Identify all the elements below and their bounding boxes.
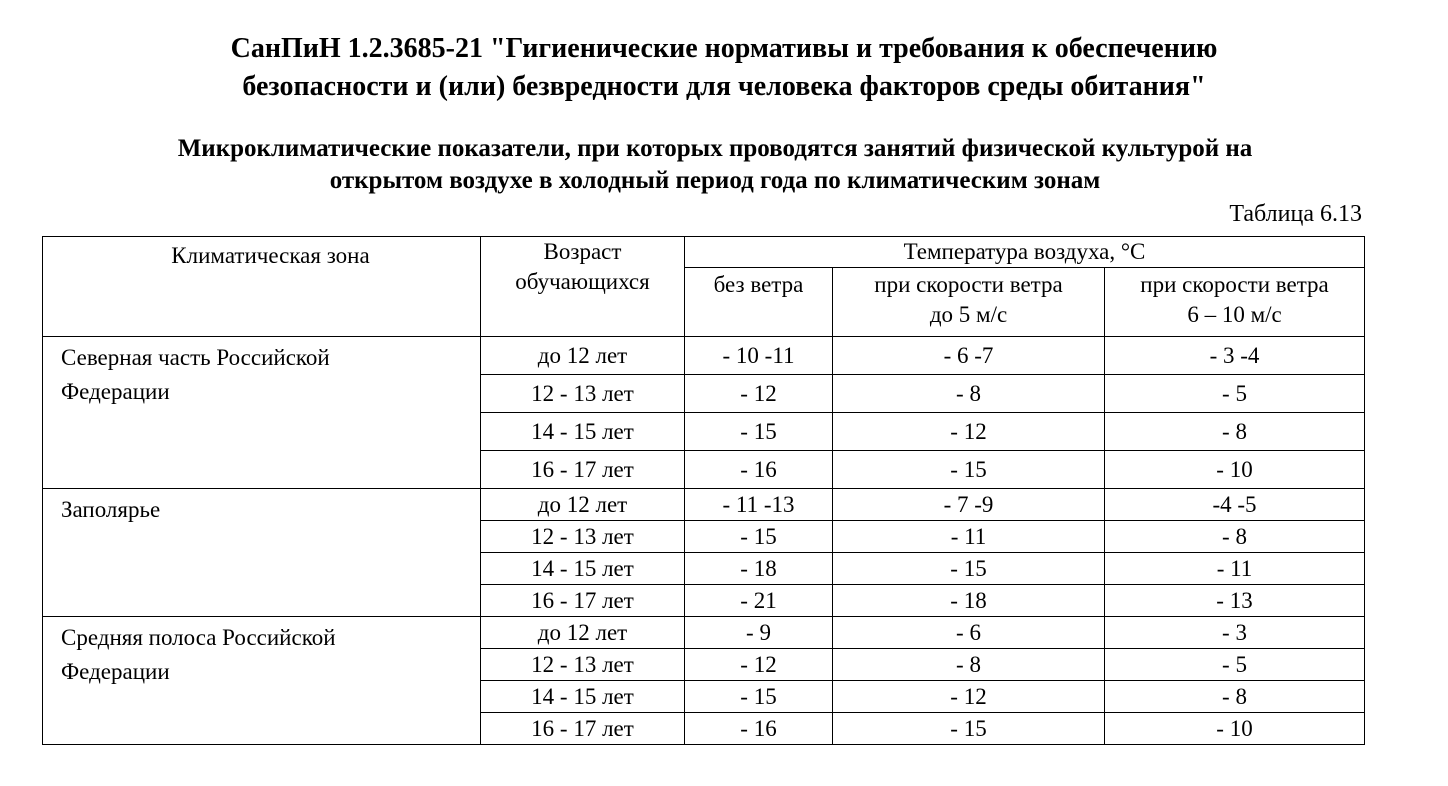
age-cell: до 12 лет (481, 617, 685, 649)
age-cell: 12 - 13 лет (481, 521, 685, 553)
header-wind-5: при скорости ветра до 5 м/с (833, 268, 1105, 337)
table-row (43, 617, 1365, 649)
no-wind-cell: - 15 (685, 521, 833, 553)
no-wind-cell: - 18 (685, 553, 833, 585)
header-row-1 (43, 237, 1365, 268)
zone-cell: Средняя полоса Российской Федерации (43, 617, 481, 745)
wind-10-cell: - 13 (1105, 585, 1365, 617)
age-cell: 14 - 15 лет (481, 681, 685, 713)
no-wind-cell: - 16 (685, 451, 833, 489)
wind-5-cell: - 8 (833, 375, 1105, 413)
wind-10-cell: - 5 (1105, 649, 1365, 681)
zone-cell: Заполярье (43, 489, 481, 617)
no-wind-cell: - 16 (685, 713, 833, 745)
wind-10-cell: - 3 -4 (1105, 337, 1365, 375)
header-zone: Климатическая зона (43, 237, 481, 337)
wind-10-cell: - 10 (1105, 451, 1365, 489)
header-wind-10: при скорости ветра 6 – 10 м/с (1105, 268, 1365, 337)
microclimate-table (42, 236, 1365, 745)
document-title-line1: СанПиН 1.2.3685-21 "Гигиенические нормативы и требования к обеспечению (230, 33, 1218, 64)
no-wind-cell: - 12 (685, 375, 833, 413)
wind-10-cell: -4 -5 (1105, 489, 1365, 521)
header-temperature: Температура воздуха, °С (685, 237, 1365, 268)
wind-10-cell: - 5 (1105, 375, 1365, 413)
wind-5-cell: - 15 (833, 451, 1105, 489)
wind-5-cell: - 11 (833, 521, 1105, 553)
age-cell: 16 - 17 лет (481, 713, 685, 745)
wind-10-cell: - 8 (1105, 681, 1365, 713)
age-cell: 12 - 13 лет (481, 649, 685, 681)
no-wind-cell: - 12 (685, 649, 833, 681)
wind-10-cell: - 8 (1105, 521, 1365, 553)
table-row (43, 489, 1365, 521)
wind-10-cell: - 10 (1105, 713, 1365, 745)
no-wind-cell: - 11 -13 (685, 489, 833, 521)
no-wind-cell: - 15 (685, 413, 833, 451)
header-age: Возраст обучающихся (481, 237, 685, 337)
wind-5-cell: - 18 (833, 585, 1105, 617)
age-cell: 12 - 13 лет (481, 375, 685, 413)
no-wind-cell: - 21 (685, 585, 833, 617)
table-number: Таблица 6.13 (1229, 201, 1362, 227)
table-row (43, 337, 1365, 375)
wind-5-cell: - 12 (833, 681, 1105, 713)
wind-5-cell: - 15 (833, 553, 1105, 585)
wind-10-cell: - 8 (1105, 413, 1365, 451)
header-no-wind: без ветра (685, 268, 833, 337)
age-cell: до 12 лет (481, 337, 685, 375)
document-title (0, 30, 1448, 106)
zone-cell: Северная часть Российской Федерации (43, 337, 481, 489)
no-wind-cell: - 9 (685, 617, 833, 649)
wind-5-cell: - 15 (833, 713, 1105, 745)
age-cell: до 12 лет (481, 489, 685, 521)
age-cell: 16 - 17 лет (481, 585, 685, 617)
wind-5-cell: - 8 (833, 649, 1105, 681)
table-caption-line1: Микроклиматические показатели, при которых проводятся занятий физической культурой на (177, 135, 1253, 162)
wind-10-cell: - 11 (1105, 553, 1365, 585)
no-wind-cell: - 15 (685, 681, 833, 713)
table-caption-line2: открытом воздухе в холодный период года по климатическим зонам (329, 167, 1101, 194)
document-title-line2: безопасности и (или) безвредности для человека факторов среды обитания" (242, 71, 1206, 102)
wind-5-cell: - 6 -7 (833, 337, 1105, 375)
wind-5-cell: - 6 (833, 617, 1105, 649)
wind-10-cell: - 3 (1105, 617, 1365, 649)
wind-5-cell: - 12 (833, 413, 1105, 451)
age-cell: 14 - 15 лет (481, 413, 685, 451)
no-wind-cell: - 10 -11 (685, 337, 833, 375)
age-cell: 14 - 15 лет (481, 553, 685, 585)
table-caption (30, 133, 1400, 197)
wind-5-cell: - 7 -9 (833, 489, 1105, 521)
age-cell: 16 - 17 лет (481, 451, 685, 489)
